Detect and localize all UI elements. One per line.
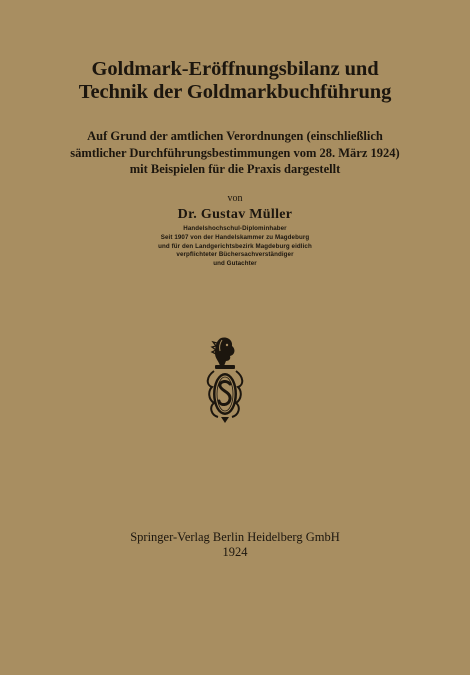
title-line-2: Technik der Goldmarkbuchführung xyxy=(78,81,392,103)
publisher-name: Springer-Verlag Berlin Heidelberg GmbH xyxy=(130,530,340,544)
credential-line-3: und für den Landgerichtsbezirk Magdeburg eidlich xyxy=(158,242,312,250)
byline: von xyxy=(227,193,243,204)
publisher-block xyxy=(0,530,470,560)
subtitle-line-1: Auf Grund der amtlichen Verordnungen (einschließlich xyxy=(87,129,383,143)
credential-line-2: Seit 1907 von der Handelskammer zu Magdeburg xyxy=(160,233,310,241)
credential-line-4: verpflichteter Büchersachverständiger xyxy=(176,251,294,259)
subtitle-line-2: sämtlicher Durchführungsbestimmungen vom 28. März 1924) xyxy=(70,145,400,160)
credential-line-5: und Gutachter xyxy=(213,260,257,268)
title-line-1: Goldmark-Eröffnungsbilanz und xyxy=(91,58,379,80)
author-credentials xyxy=(0,225,470,269)
subtitle-line-3: mit Beispielen für die Praxis dargestellt xyxy=(129,162,341,176)
book-subtitle xyxy=(0,128,470,178)
credential-line-1: Handelshochschul-Diplominhaber xyxy=(183,225,287,232)
author-name: Dr. Gustav Müller xyxy=(177,207,293,222)
springer-knight-emblem-icon xyxy=(200,335,250,425)
book-title xyxy=(0,58,470,104)
publication-year: 1924 xyxy=(222,545,248,559)
